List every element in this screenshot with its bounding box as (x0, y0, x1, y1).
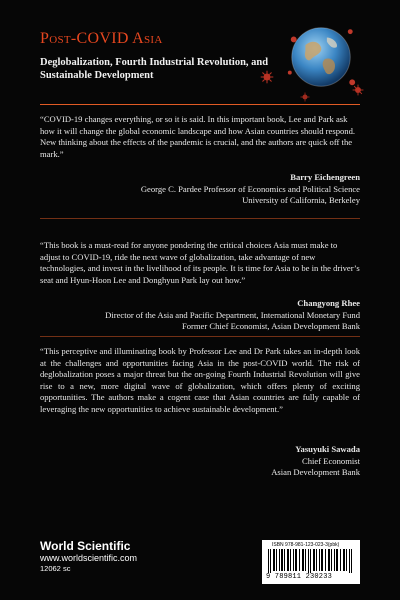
book-subtitle: Deglobalization, Fourth Industrial Revolution, and Sustainable Development (40, 57, 269, 81)
endorser-affiliation-2: Former Chief Economist, Asian Development Bank (181, 321, 360, 332)
book-title: Post-COVID Asia (40, 30, 163, 47)
endorsement-quote-1: “COVID-19 changes everything, or so it is said. In this important book, Lee and Park ask how it will change the global economic landscape and how Asian countries should respond. New thinking about the effects of the pandemic is crucial, and the authors are quick off the mark.” (40, 114, 356, 159)
endorser-title-3: Chief Economist (302, 455, 360, 466)
endorser-affiliation-3: Asian Development Bank (271, 467, 360, 478)
endorser-title-1: George C. Pardee Professor of Economics and Political Science (140, 183, 360, 194)
barcode-digits: 9 789811 230233 (266, 573, 333, 581)
isbn-label: ISBN 978-981-123-023-3(pbk) (272, 542, 340, 548)
endorsement-attribution-1 (141, 172, 360, 207)
endorsement-quote-3: “This perceptive and illuminating book by Professor Lee and Dr Park takes an in-depth look at the challenges and opportunities facing Asia in the post-COVID world. The risk of deglobalization poses a major threat but the on-going Fourth Industrial Revolution will give rise to a new, more digital wave of globalization, which offers plenty of exciting opportunities. The authors make a cogent case that Asian countries are fully capable of leveraging the new opportunities to achieve sustainable development.” (40, 346, 360, 414)
globe-icon (282, 18, 360, 96)
virus-icon (260, 70, 274, 84)
endorser-name-2: Changyong Rhee (297, 298, 360, 308)
publisher-block (40, 540, 137, 574)
endorser-affiliation-1: University of California, Berkeley (242, 195, 360, 206)
divider (40, 336, 360, 337)
divider (40, 104, 360, 105)
barcode-icon (268, 549, 354, 573)
endorser-title-2: Director of the Asia and Pacific Department, International Monetary Fund (105, 309, 360, 320)
divider (40, 218, 360, 219)
endorsement-attribution-2 (105, 298, 360, 333)
publisher-url: www.worldscientific.com (40, 553, 138, 563)
endorser-name-3: Yasuyuki Sawada (295, 444, 360, 454)
endorser-name-1: Barry Eichengreen (290, 172, 360, 182)
virus-icon (352, 84, 364, 96)
isbn-barcode (262, 540, 360, 584)
endorsement-quote-2: “This book is a must-read for anyone pondering the critical choices Asia must make to adjust to COVID-19, ride the next wave of globalization, take advantage of new technologies, and invest in the livelihood of its people. It is time for Asia to be in the driver’s seat and Hyun-Hoon Lee and Donghyun Park lay out how.” (40, 240, 360, 285)
publisher-name: World Scientific (40, 539, 131, 553)
virus-icon (300, 92, 310, 102)
endorsement-attribution-3 (271, 444, 360, 479)
product-code: 12062 sc (40, 564, 71, 573)
